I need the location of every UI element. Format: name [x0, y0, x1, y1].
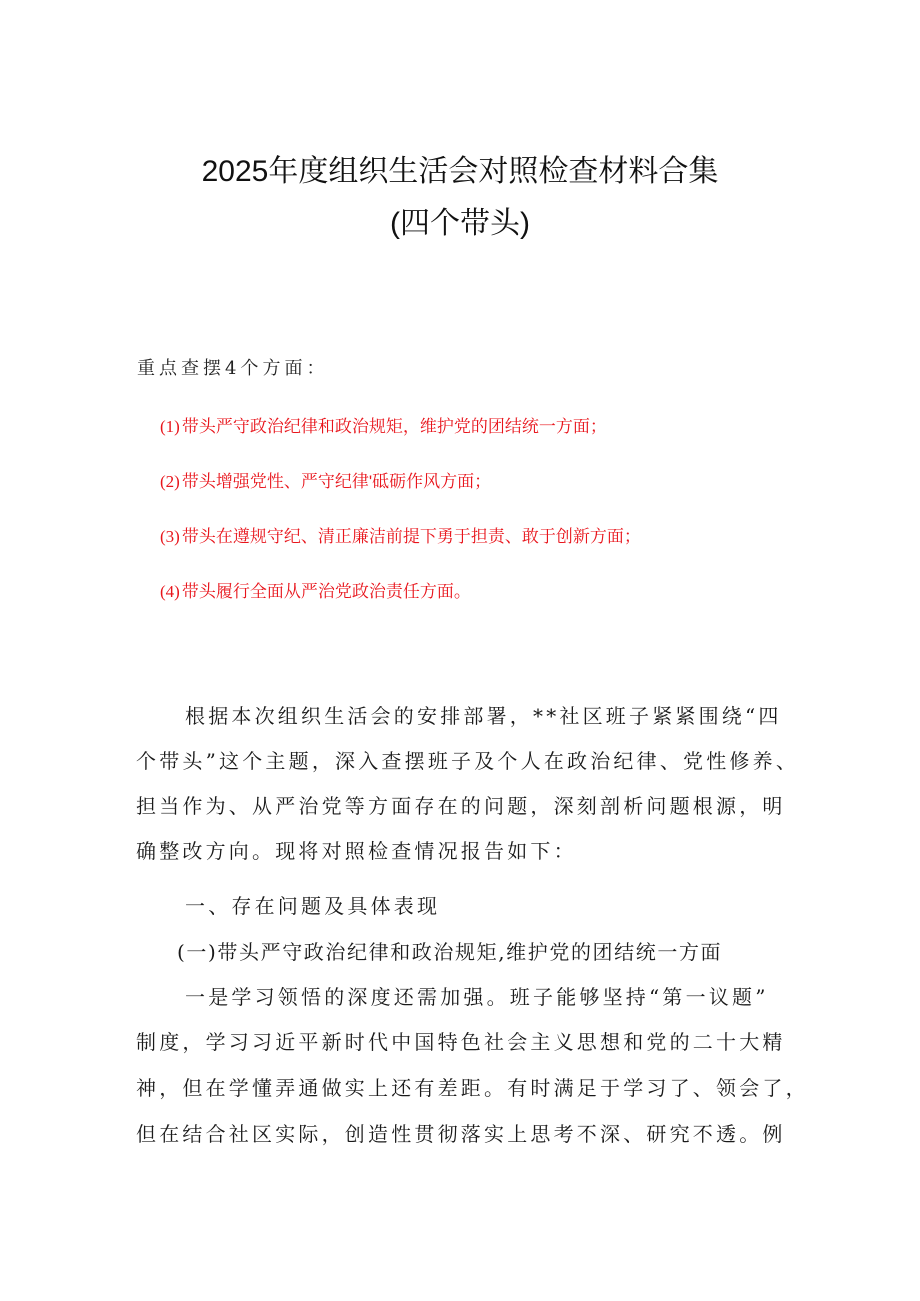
body-paragraph-line: 确整改方向。现将对照检查情况报告如下：	[136, 839, 577, 863]
section-heading: 一、存在问题及具体表现	[185, 894, 441, 918]
body-paragraph-line: 神，但在学懂弄通做实上还有差距。有时满足于学习了、领会了，	[136, 1076, 809, 1100]
lead-text: 重点查摆4个方面：	[137, 358, 329, 379]
aspect-number: (1)	[160, 417, 180, 436]
document-subtitle: (四个带头)	[390, 207, 530, 240]
aspect-text: 带头增强党性、严守纪律'砥砺作风方面；	[181, 472, 492, 491]
body-paragraph-line: 根据本次组织生活会的安排部署，**社区班子紧紧围绕“四	[185, 704, 782, 728]
aspect-item-4	[160, 577, 471, 602]
aspect-text: 带头严守政治纪律和政治规矩，维护党的团结统一方面；	[181, 417, 607, 436]
aspect-item-1	[160, 412, 607, 437]
aspect-text: 带头履行全面从严治党政治责任方面。	[181, 582, 471, 601]
aspect-number: (4)	[160, 582, 180, 601]
body-paragraph-line: 但在结合社区实际，创造性贯彻落实上思考不深、研究不透。例	[136, 1122, 786, 1146]
aspect-number: (3)	[160, 527, 180, 546]
body-paragraph-line: 个带头”这个主题，深入查摆班子及个人在政治纪律、党性修养、	[136, 749, 800, 773]
aspect-item-2	[160, 467, 491, 492]
aspect-item-3	[160, 522, 641, 547]
body-paragraph-line: 担当作为、从严治党等方面存在的问题，深刻剖析问题根源，明	[136, 794, 786, 818]
document-title: 2025年度组织生活会对照检查材料合集	[201, 155, 719, 188]
subsection-heading: (一)带头严守政治纪律和政治规矩,维护党的团结统一方面	[177, 940, 723, 964]
body-paragraph-line: 一是学习领悟的深度还需加强。班子能够坚持“第一议题”	[185, 985, 769, 1009]
aspect-number: (2)	[160, 472, 180, 491]
body-paragraph-line: 制度，学习习近平新时代中国特色社会主义思想和党的二十大精	[136, 1030, 786, 1054]
aspect-text: 带头在遵规守纪、清正廉洁前提下勇于担责、敢于创新方面；	[181, 527, 641, 546]
